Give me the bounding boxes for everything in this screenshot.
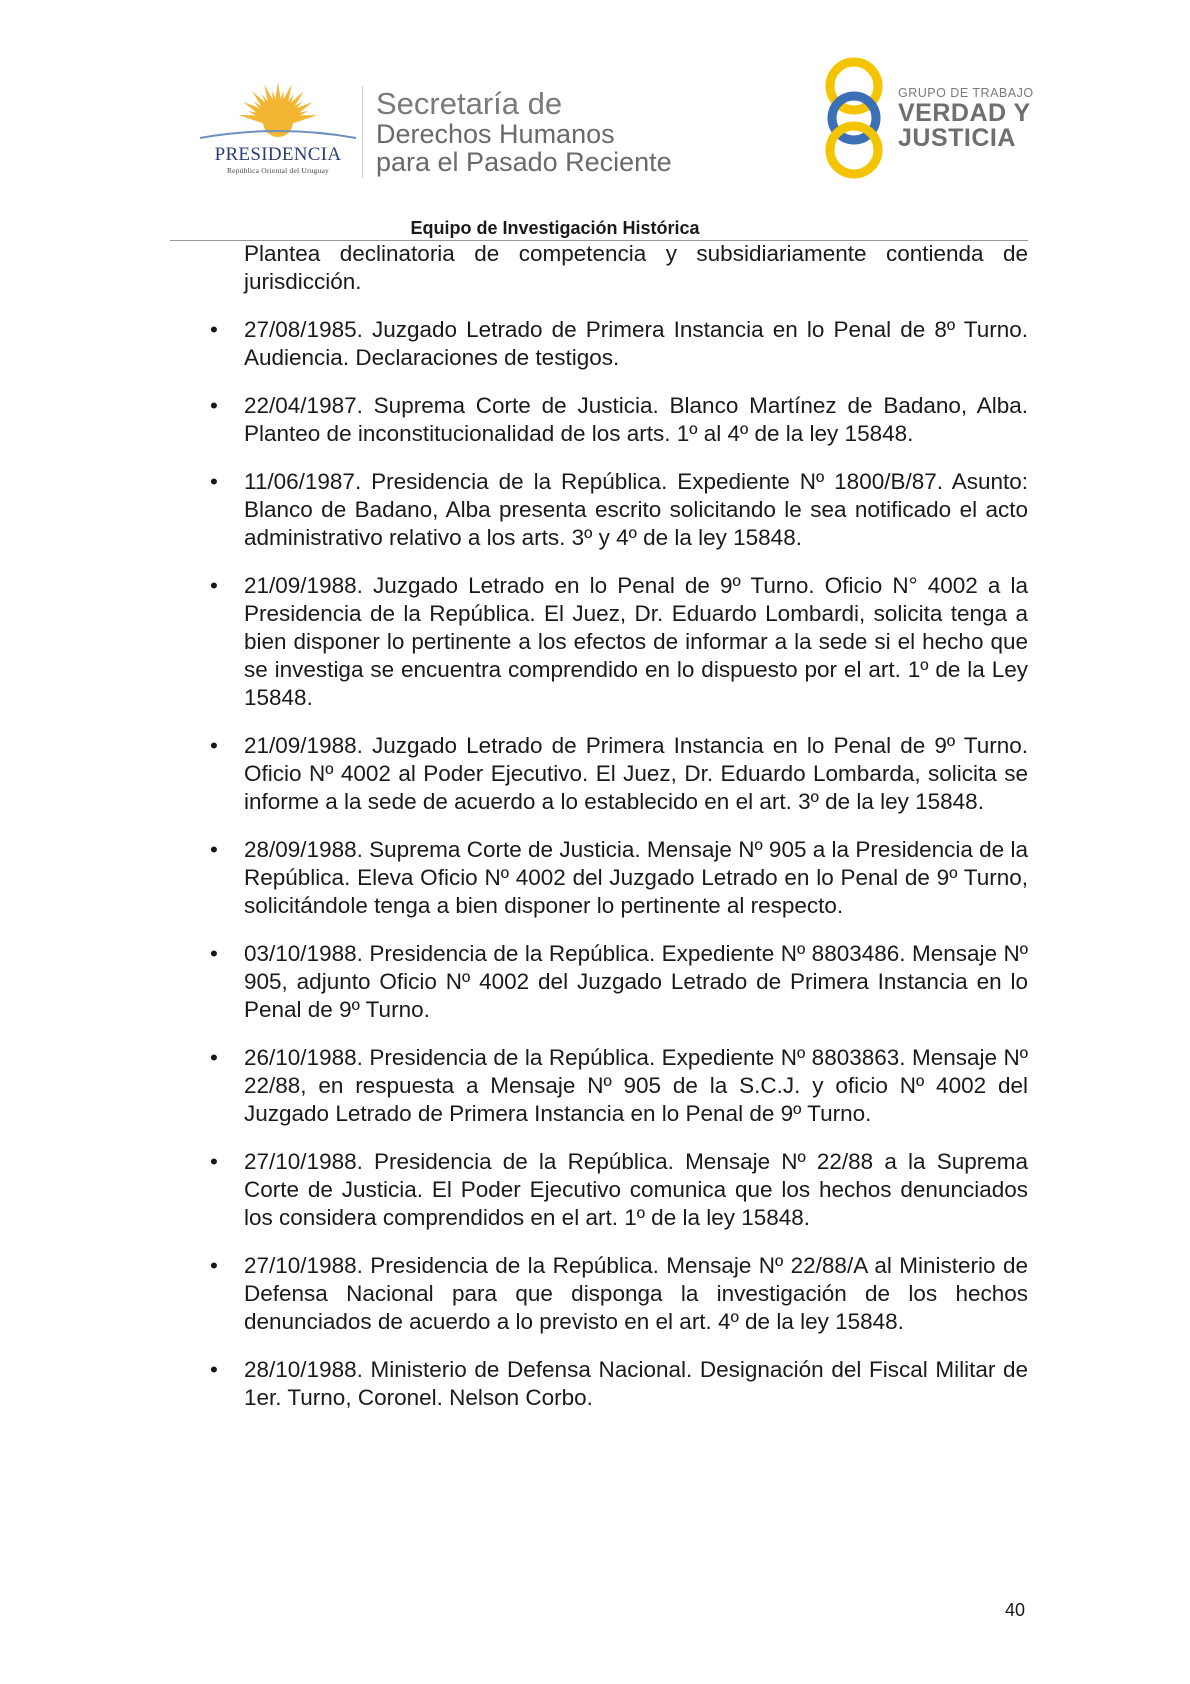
secretaria-logo-text — [376, 88, 672, 176]
equipo-heading: Equipo de Investigación Histórica — [410, 218, 700, 238]
bullet-icon: • — [210, 733, 218, 758]
presidencia-title: PRESIDENCIA — [214, 144, 342, 165]
entry-text: 27/08/1985. Juzgado Letrado de Primera Instancia en lo Penal de 8º Turno. Audiencia. Declaraciones de testigos. — [244, 317, 1028, 370]
list-item — [206, 1148, 1028, 1232]
grupo-trabajo-text — [898, 86, 1034, 151]
chronology-list — [206, 316, 1028, 1412]
secretaria-line-3: para el Pasado Reciente — [376, 147, 672, 177]
bullet-icon: • — [210, 837, 218, 862]
continuation-paragraph: Plantea declinatoria de competencia y subsidiariamente contienda de jurisdicción. — [244, 241, 1028, 294]
secretaria-line-1: Secretaría de — [376, 86, 563, 121]
list-item — [206, 940, 1028, 1024]
bullet-icon: • — [210, 393, 218, 418]
grupo-line-2: VERDAD Y — [898, 99, 1031, 127]
entry-text: 27/10/1988. Presidencia de la República. Mensaje Nº 22/88/A al Ministerio de Defensa Nacional para que disponga la investigación de los hechos denunciados de acuerdo a lo previsto en el art. 4º de la ley 15848. — [244, 1253, 1028, 1334]
list-item — [206, 836, 1028, 920]
list-item — [206, 316, 1028, 372]
entry-text: 03/10/1988. Presidencia de la República. Expediente Nº 8803486. Mensaje Nº 905, adjunto Oficio Nº 4002 del Juzgado Letrado de Primera Instancia en lo Penal de 9º Turno. — [244, 941, 1028, 1022]
list-item — [206, 1044, 1028, 1128]
entry-text: 27/10/1988. Presidencia de la República. Mensaje Nº 22/88 a la Suprema Corte de Justicia. El Poder Ejecutivo comunica que los hechos denunciados los considera comprendidos en el art. 1º de la ley 15848. — [244, 1149, 1028, 1230]
document-body — [206, 240, 1028, 1432]
bullet-icon: • — [210, 317, 218, 342]
list-item — [206, 392, 1028, 448]
list-item — [206, 572, 1028, 712]
bullet-icon: • — [210, 469, 218, 494]
entry-text: 28/09/1988. Suprema Corte de Justicia. Mensaje Nº 905 a la Presidencia de la República. Eleva Oficio Nº 4002 del Juzgado Letrado en lo Penal de 9º Turno, solicitándole tenga a bien disponer lo pertinente al respecto. — [244, 837, 1028, 918]
bullet-icon: • — [210, 941, 218, 966]
bullet-icon: • — [210, 1253, 218, 1278]
entry-text: 26/10/1988. Presidencia de la República. Expediente Nº 8803863. Mensaje Nº 22/88, en respuesta a Mensaje Nº 905 de la S.C.J. y oficio Nº 4002 del Juzgado Letrado de Primera Instancia en lo Penal de 9º Turno. — [244, 1045, 1028, 1126]
entry-text: 28/10/1988. Ministerio de Defensa Nacional. Designación del Fiscal Militar de 1er. Turno, Coronel. Nelson Corbo. — [244, 1357, 1028, 1410]
entry-text: 11/06/1987. Presidencia de la República. Expediente Nº 1800/B/87. Asunto: Blanco de Badano, Alba presenta escrito solicitando le sea notificado el acto administrativo relativo a los arts. 3º y 4º de la ley 15848. — [244, 469, 1028, 550]
page-number: 40 — [1005, 1600, 1026, 1620]
bullet-icon: • — [210, 1045, 218, 1070]
presidencia-logo — [198, 78, 358, 178]
list-item — [206, 468, 1028, 552]
secretaria-line-2: Derechos Humanos — [376, 119, 615, 149]
list-item — [206, 1252, 1028, 1336]
bullet-icon: • — [210, 1149, 218, 1174]
presidencia-subtitle: República Oriental del Uruguay — [226, 166, 329, 175]
header-divider — [362, 86, 363, 178]
sun-icon — [198, 78, 358, 148]
entry-text: 21/09/1988. Juzgado Letrado de Primera Instancia en lo Penal de 9º Turno. Oficio Nº 4002 al Poder Ejecutivo. El Juez, Dr. Eduardo Lombarda, solicita se informe a la sede de acuerdo a lo establecido en el art. 3º de la ley 15848. — [244, 733, 1028, 814]
grupo-line-1: GRUPO DE TRABAJO — [898, 86, 1034, 100]
list-item — [206, 732, 1028, 816]
page-header — [0, 0, 1190, 240]
entry-text: 22/04/1987. Suprema Corte de Justicia. Blanco Martínez de Badano, Alba. Planteo de inconstitucionalidad de los arts. 1º al 4º de la ley 15848. — [244, 393, 1028, 446]
bullet-icon: • — [210, 1357, 218, 1382]
entry-text: 21/09/1988. Juzgado Letrado en lo Penal de 9º Turno. Oficio N° 4002 a la Presidencia de la República. El Juez, Dr. Eduardo Lombardi, solicita tenga a bien disponer lo pertinente a los efectos de informar a la sede si el hecho que se investiga se encuentra comprendido en lo dispuesto por el art. 1º de la Ley 15848. — [244, 573, 1028, 710]
grupo-line-3: JUSTICIA — [898, 124, 1016, 152]
list-item — [206, 1356, 1028, 1412]
bullet-icon: • — [210, 573, 218, 598]
